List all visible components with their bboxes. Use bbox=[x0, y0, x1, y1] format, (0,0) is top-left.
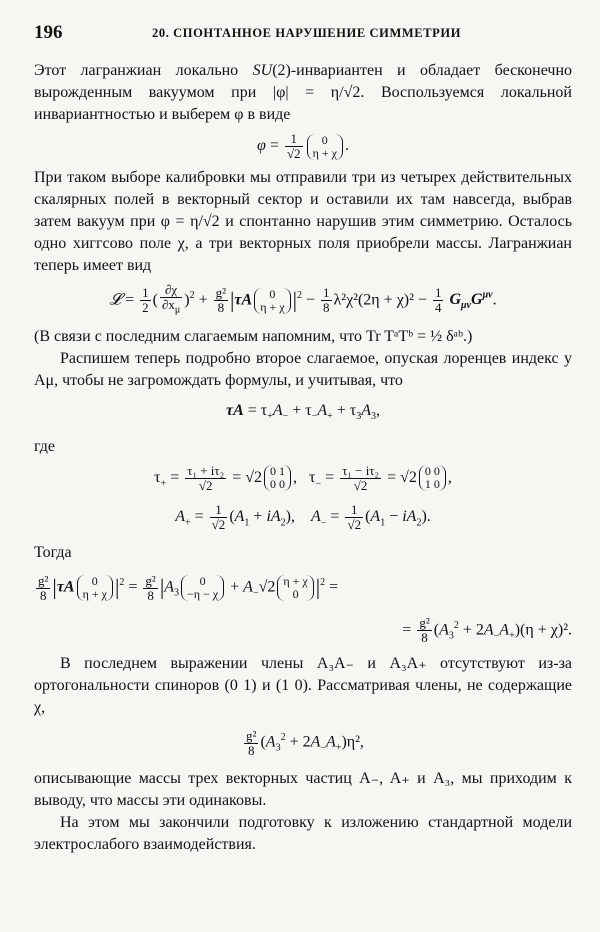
label-where: где bbox=[34, 437, 56, 455]
page-number: 196 bbox=[34, 22, 63, 43]
equation-tau-a: $\tau A = \tau_+A_- + \tau_-A_+ + \tau_3A_3$, bbox=[225, 401, 381, 422]
equation-mass-term-3: $\frac{\text{g²}}{8}$ $(A_3^2 + 2A_-A_+)\eta^2$, bbox=[246, 727, 364, 758]
equation-mass-term-2: = $\frac{\text{g²}}{8}$ $(A_3^2 + 2A_-A_+)(\eta + \chi)^2$. bbox=[402, 615, 572, 646]
running-header bbox=[34, 22, 574, 48]
equation-mass-term-1: $\frac{\text{g²}}{8}$ |τA 0 η + χ $|^2$ = $\frac{\text{g²}}{8}$ $|A_3$ 0 −η − χ + $A_-√2$ η + χ 0 $|^2$ = bbox=[38, 572, 339, 603]
paragraph-6: описывающие массы трех векторных частиц A₋, A₊ и A₃, мы приходим к выводу, что массы эти одинаковы. bbox=[34, 769, 572, 809]
label-then: Тогда bbox=[34, 544, 72, 562]
paragraph-2: При таком выборе калибровки мы отправили три из четырех действительных скалярных полей в векторный сектор и оставили их там навсегда, выбрав затем вакуум при φ = η/√2 и спонтанно нарушив этим симметрию. Осталось одно хиггсово поле χ, а три векторных поля приобрели массы. Лагранжиан теперь имеет вид bbox=[34, 169, 572, 274]
paragraph-4: Распишем теперь подробно второе слагаемое, опуская лоренцев индекс у Aμ, чтобы не загромождать формулы, и учитывая, что bbox=[34, 349, 572, 389]
equation-phi-gauge: φ = $\frac{1}{√2}$ 0 η + χ . bbox=[257, 131, 349, 161]
paragraph-5: В последнем выражении члены A₃A₋ и A₃A₊ отсутствуют из-за ортогональности спиноров (0 1) и (1 0). Рассматривая члены, не содержащие χ, bbox=[34, 655, 572, 717]
page-body bbox=[34, 60, 572, 856]
equation-tau-pm: $\tau_+$ = $\frac{\text{τ₁ + iτ₂}}{√2}$ = √2 0 1 0 0 , $\tau_-$ = $\frac{\text{τ₁ − iτ₂}}{√2}$ = √2 0 0 1 0 , bbox=[154, 462, 452, 493]
equation-lagrangian: 𝓛 = $\frac{1}{2}$ ( $\frac{\partial\chi}{\partial x_\mu}$ )$^2$ + $\frac{\text{g²}}{8}$ |τA 0 η + χ $|^2$ − $\frac{1}{8}$ λ²χ²(2η + χ)² − $\frac{1}{4}$ $G_{\mu\nu}G^{\mu\nu}$. bbox=[109, 282, 497, 316]
paragraph-3: (В связи с последним слагаемым напомним, что Tr TᵃTᵇ = ½ δᵃᵇ.) bbox=[34, 327, 473, 345]
equation-a-pm: $A_+$ = $\frac{1}{√2}$ $(A_1 + iA_2)$, $A_-$ = $\frac{1}{√2}$ $(A_1 - iA_2)$. bbox=[175, 502, 431, 533]
running-title: 20. СПОНТАННОЕ НАРУШЕНИЕ СИММЕТРИИ bbox=[152, 26, 462, 40]
paragraph-1: Этот лагранжиан локально SU(2)-инвариантен и обладает бесконечно вырожденным вакуумом при |φ| = η/√2. Воспользуемся локальной инвариантностью и выберем φ в виде bbox=[34, 62, 573, 123]
paragraph-7: На этом мы закончили подготовку к изложению стандартной модели электрослабого взаимодействия. bbox=[34, 813, 572, 853]
